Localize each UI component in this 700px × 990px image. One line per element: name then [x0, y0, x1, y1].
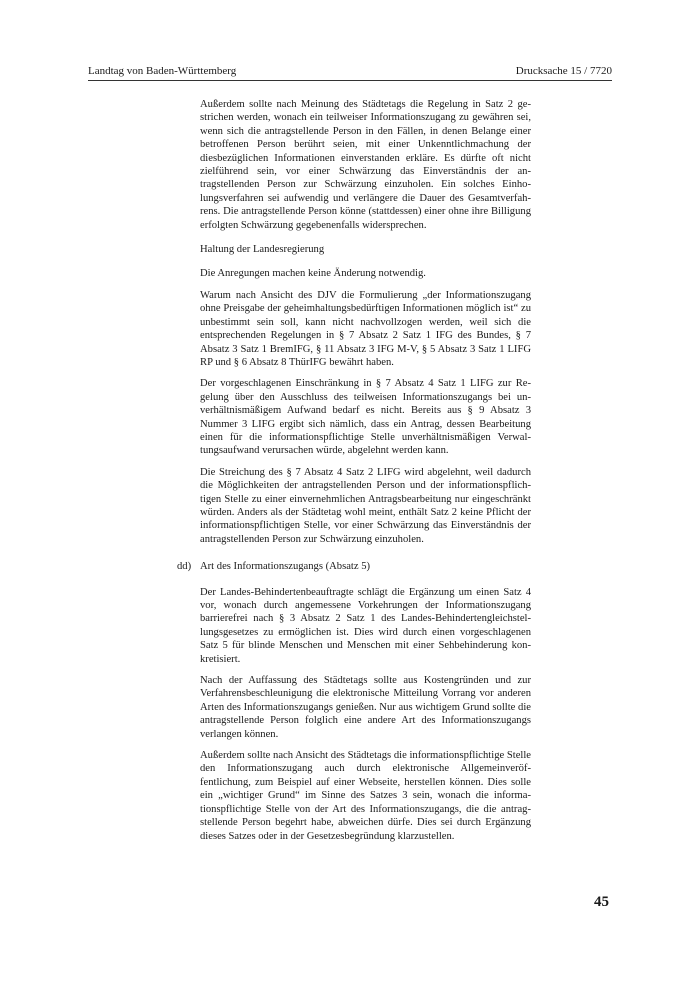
section-heading: [177, 560, 531, 573]
page-number: 45: [594, 894, 609, 910]
paragraph: Der vorgeschlagenen Einschränkung in § 7 Absatz 4 Satz 1 LIFG zur Regelung über den Ausschluss des teilweisen Informationszugangs bei unverhältnismäßigem Aufwand bedarf es nicht. Bereits aus § 9 Absatz 3 Nummer 3 LIFG ergibt sich nämlich, dass ein Antrag, dessen Bearbeitung einen für die informationspflichtige Stelle unverhältnismäßigen Verwaltungsaufwand verursachen würde, abgelehnt werden kann.: [200, 378, 531, 457]
section-marker: dd): [177, 561, 192, 573]
paragraph: Die Anregungen machen keine Änderung notwendig.: [200, 268, 426, 280]
paragraph: Nach der Auffassung des Städtetags sollte aus Kostengründen und zur Verfahrensbeschleunigung die elektronische Mitteilung Vorrang vor anderen Arten des Informationszugangs genießen. Nur aus wichtigem Grund sollte die antragstellende Person folglich eine andere Art des Informationszugangs verlangen können.: [200, 675, 531, 740]
document-body: [177, 98, 531, 851]
header-left: Landtag von Baden-Württemberg: [88, 65, 237, 77]
section-title: Art des Informationszugangs (Absatz 5): [200, 561, 371, 573]
header-right: Drucksache 15 / 7720: [515, 65, 612, 77]
paragraph: Außerdem sollte nach Ansicht des Städtetags die informationspflichtige Stelle den Informationszugang auch durch elektronische Allgemeinveröffentlichung, zum Beispiel auf einer Webseite, herstellen können. Dies solle ein „wichtiger Grund“ im Sinne des Satzes 3 sein, wonach die informationspflichtige Stelle von der Art des Informationszugangs, die die antragstellende Person begehrt habe, abweichen dürfe. Dies sei durch Ergänzung dieses Satzes oder in der Gesetzesbegründung klarzustellen.: [200, 750, 531, 842]
paragraph: Außerdem sollte nach Meinung des Städtetags die Regelung in Satz 2 gestrichen werden, wonach ein teilweiser Informationszugang zu gewähren sei, wenn sich die antragstellende Person in den Fällen, in denen Belange einer betroffenen Person berührt seien, mit einer Unkenntlichmachung der diesbezüglichen Informationen einverstanden erkläre. Es dürfte oft nicht zielführend sein, vor einer Schwärzung das Einverständnis der antragstellenden Person zur Schwärzung einzuholen. Ein solches Einholungsverfahren sei aufwendig und verlängere die Dauer des Gesamtverfahrens. Die antragstellende Person könne (stattdessen) einer ohne ihre Billigung erfolgten Schwärzung gegebenenfalls widersprechen.: [200, 99, 531, 231]
page-header: [88, 64, 612, 78]
paragraph: Die Streichung des § 7 Absatz 4 Satz 2 LIFG wird abgelehnt, weil dadurch die Möglichkeiten der antragstellenden Person und der informationspflichtigen Stelle zu einer einvernehmlichen Antragsbearbeitung nur eingeschränkt würden. Anders als der Städtetag wohl meint, enthält Satz 2 keine Pflicht der informationspflichtigen Stelle, vor einer Schwärzung das Einverständnis der antragstellenden Person zur Schwärzung einzuholen.: [200, 466, 531, 545]
header-rule: [88, 80, 612, 81]
subheading: Haltung der Landesregierung: [200, 244, 325, 256]
paragraph: Warum nach Ansicht des DJV die Formulierung „der Informationszugang ohne Preisgabe der geheimhaltungsbedürftigen Informationen möglich ist“ zu unbestimmt sein soll, kann nicht nachvollzogen werden, weil sich die entsprechenden Regelungen in § 7 Absatz 2 Satz 1 IFG des Bundes, § 7 Absatz 3 Satz 1 BremIFG, § 11 Absatz 3 IFG M-V, § 5 Absatz 3 Satz 1 LIFG RP und § 6 Absatz 8 ThürIFG bewährt haben.: [200, 289, 531, 368]
paragraph: Der Landes-Behindertenbeauftragte schlägt die Ergänzung um einen Satz 4 vor, wonach durch angemessene Vorkehrungen der Informationszugang barrierefrei nach § 3 Absatz 2 Satz 1 des Landes-Behindertengleichstellungsgesetzes zu ermöglichen ist. Dies wird durch einen vorgeschlagenen Satz 5 für blinde Menschen und Menschen mit einer Sehbehinderung konkretisiert.: [200, 586, 531, 665]
